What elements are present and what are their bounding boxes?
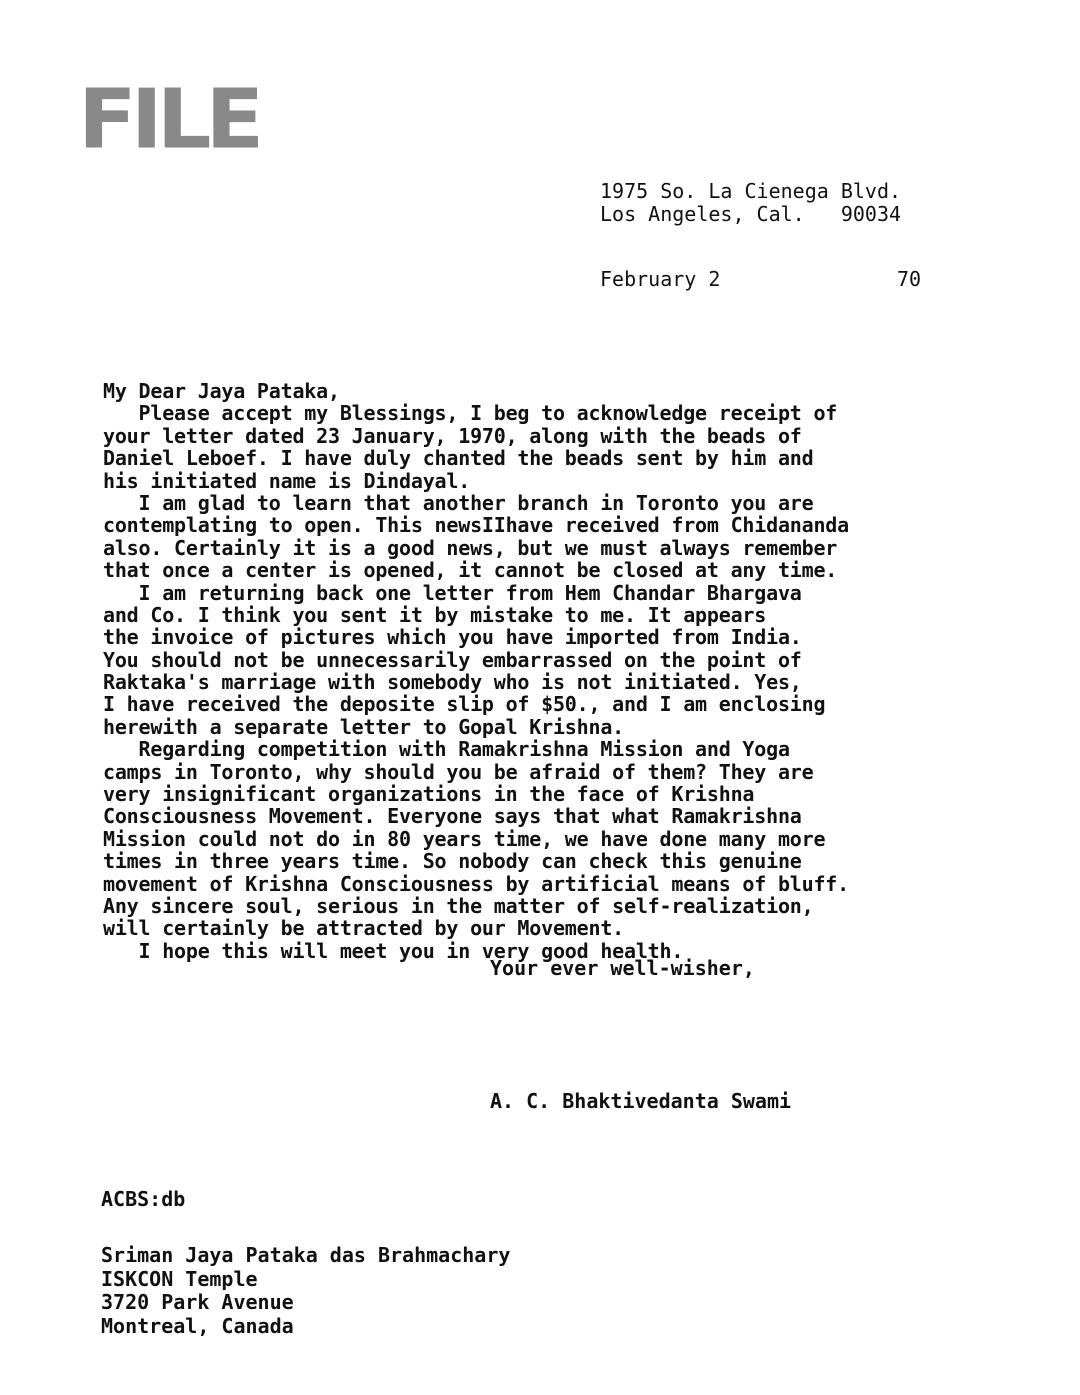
- sender-address-line-2: Los Angeles, Cal. 90034: [600, 202, 902, 226]
- body-line: Consciousness Movement. Everyone says that what Ramakrishna: [103, 804, 802, 829]
- body-line: I am returning back one letter from Hem Chandar Bhargava: [103, 580, 802, 605]
- body-line: camps in Toronto, why should you be afraid of them? They are: [103, 759, 814, 784]
- body-line: You should not be unnecessarily embarrassed on the point of: [103, 647, 802, 672]
- sender-address-line-1: 1975 So. La Cienega Blvd.: [600, 179, 902, 203]
- reference-initials: ACBS:db: [101, 1187, 186, 1211]
- body-line: your letter dated 23 January, 1970, along with the beads of: [103, 423, 802, 448]
- recipient-line: ISKCON Temple: [101, 1266, 258, 1291]
- recipient-line: Montreal, Canada: [101, 1313, 294, 1338]
- body-line: I have received the deposite slip of $50., and I am enclosing: [103, 692, 826, 717]
- letter-body: [103, 380, 1003, 962]
- body-line: Any sincere soul, serious in the matter of self-realization,: [103, 893, 814, 918]
- body-line: Mission could not do in 80 years time, we have done many more: [103, 826, 826, 851]
- recipient-line: Sriman Jaya Pataka das Brahmachary: [101, 1243, 511, 1267]
- body-line: that once a center is opened, it cannot be closed at any time.: [103, 558, 838, 583]
- body-line: also. Certainly it is a good news, but we must always remember: [103, 535, 838, 560]
- body-line: I hope this will meet you in very good health.: [103, 938, 684, 963]
- body-line: Please accept my Blessings, I beg to acknowledge receipt of: [103, 401, 838, 426]
- letter-date: February 2: [600, 267, 721, 291]
- body-line: and Co. I think you sent it by mistake to me. It appears: [103, 602, 767, 627]
- body-line: I am glad to learn that another branch in Toronto you are: [103, 490, 814, 515]
- body-line: Regarding competition with Ramakrishna Mission and Yoga: [103, 737, 790, 762]
- body-line: his initiated name is Dindayal.: [103, 468, 471, 493]
- salutation: My Dear Jaya Pataka,: [103, 379, 340, 403]
- body-line: movement of Krishna Consciousness by artificial means of bluff.: [103, 871, 849, 896]
- body-line: herewith a separate letter to Gopal Krishna.: [103, 714, 625, 739]
- letter-year: 70: [897, 267, 922, 291]
- closing: Your ever well-wisher,: [490, 956, 755, 980]
- body-line: the invoice of pictures which you have imported from India.: [103, 625, 802, 650]
- recipient-address: [101, 1244, 701, 1338]
- recipient-line: 3720 Park Avenue: [101, 1290, 294, 1314]
- file-stamp: FILE: [78, 72, 259, 168]
- body-line: contemplating to open. This newsIIhave received from Chidananda: [103, 513, 849, 538]
- body-line: Raktaka's marriage with somebody who is not initiated. Yes,: [103, 670, 802, 695]
- body-line: times in three years time. So nobody can check this genuine: [103, 849, 802, 874]
- body-line: will certainly be attracted by our Movement.: [103, 916, 625, 941]
- body-line: Daniel Leboef. I have duly chanted the beads sent by him and: [103, 446, 814, 471]
- signature: A. C. Bhaktivedanta Swami: [490, 1089, 792, 1113]
- body-line: very insignificant organizations in the face of Krishna: [103, 782, 755, 807]
